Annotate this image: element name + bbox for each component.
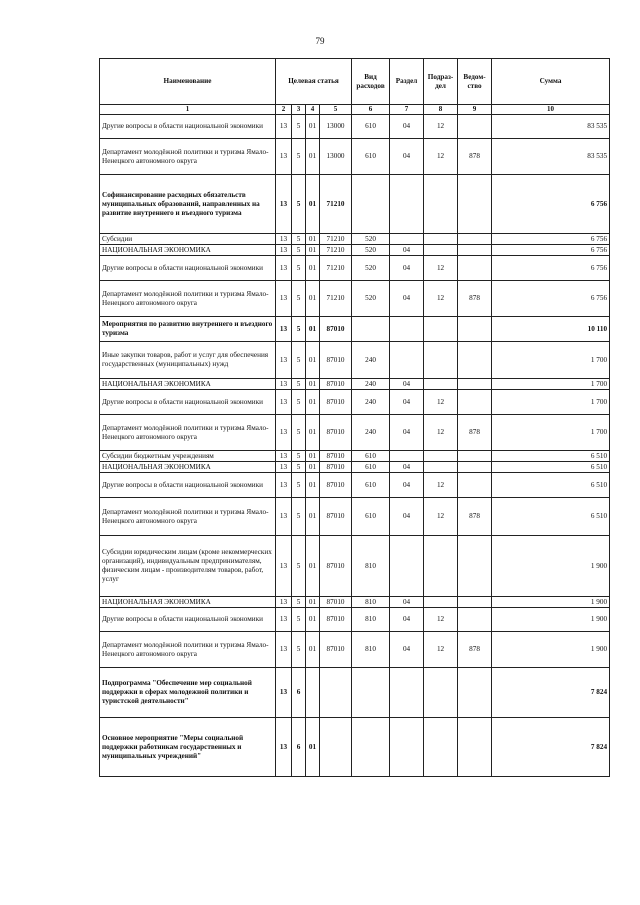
cell-target-program: 13 bbox=[276, 115, 292, 139]
cell-target-subprogram: 5 bbox=[292, 415, 306, 451]
cell-target-event: 01 bbox=[306, 139, 320, 175]
cell-target-direction: 87010 bbox=[320, 342, 352, 379]
header-razdel: Раздел bbox=[390, 59, 424, 105]
cell-target-program: 13 bbox=[276, 415, 292, 451]
cell-department bbox=[458, 234, 492, 245]
cell-target-subprogram: 5 bbox=[292, 115, 306, 139]
table-row bbox=[100, 668, 610, 718]
cell-expense-type: 810 bbox=[352, 536, 390, 597]
table-row bbox=[100, 317, 610, 342]
cell-name: Департамент молодёжной политики и туризма Ямало-Ненецкого автономного округа bbox=[100, 139, 276, 175]
cell-expense-type: 240 bbox=[352, 342, 390, 379]
cell-sum: 1 900 bbox=[492, 608, 610, 632]
cell-target-program: 13 bbox=[276, 498, 292, 536]
column-number: 10 bbox=[492, 105, 610, 115]
cell-sum: 1 700 bbox=[492, 342, 610, 379]
cell-sum: 6 756 bbox=[492, 245, 610, 256]
cell-expense-type: 520 bbox=[352, 245, 390, 256]
cell-subsection: 12 bbox=[424, 632, 458, 668]
cell-target-subprogram: 5 bbox=[292, 139, 306, 175]
cell-expense-type bbox=[352, 317, 390, 342]
cell-target-event: 01 bbox=[306, 317, 320, 342]
table-row bbox=[100, 379, 610, 390]
cell-target-direction: 87010 bbox=[320, 536, 352, 597]
cell-target-direction: 71210 bbox=[320, 281, 352, 317]
cell-expense-type: 810 bbox=[352, 632, 390, 668]
cell-target-program: 13 bbox=[276, 597, 292, 608]
cell-subsection bbox=[424, 379, 458, 390]
cell-target-event: 01 bbox=[306, 498, 320, 536]
column-number: 8 bbox=[424, 105, 458, 115]
cell-sum: 1 900 bbox=[492, 597, 610, 608]
header-podrazdel: Подраз-дел bbox=[424, 59, 458, 105]
cell-department bbox=[458, 317, 492, 342]
budget-table bbox=[99, 58, 610, 777]
column-number: 9 bbox=[458, 105, 492, 115]
cell-section bbox=[390, 536, 424, 597]
cell-sum: 6 756 bbox=[492, 281, 610, 317]
table-row bbox=[100, 451, 610, 462]
column-number: 6 bbox=[352, 105, 390, 115]
table-row bbox=[100, 462, 610, 473]
table-row bbox=[100, 608, 610, 632]
cell-target-direction: 87010 bbox=[320, 390, 352, 415]
cell-target-subprogram: 5 bbox=[292, 498, 306, 536]
cell-department bbox=[458, 668, 492, 718]
cell-expense-type: 610 bbox=[352, 462, 390, 473]
column-number: 3 bbox=[292, 105, 306, 115]
cell-target-event: 01 bbox=[306, 597, 320, 608]
cell-target-direction bbox=[320, 718, 352, 777]
cell-expense-type: 610 bbox=[352, 139, 390, 175]
cell-target-program: 13 bbox=[276, 718, 292, 777]
cell-expense-type: 240 bbox=[352, 415, 390, 451]
cell-department bbox=[458, 256, 492, 281]
cell-target-program: 13 bbox=[276, 234, 292, 245]
header-target: Целевая статья bbox=[276, 59, 352, 105]
cell-subsection bbox=[424, 175, 458, 234]
cell-target-program: 13 bbox=[276, 668, 292, 718]
cell-target-program: 13 bbox=[276, 139, 292, 175]
cell-expense-type: 610 bbox=[352, 498, 390, 536]
cell-target-event: 01 bbox=[306, 175, 320, 234]
cell-name: Департамент молодёжной политики и туризма Ямало-Ненецкого автономного округа bbox=[100, 498, 276, 536]
cell-name: Субсидии юридическим лицам (кроме некоммерческих организаций), индивидуальным предпринимателям, физическим лицам - производителям товаров, работ, услуг bbox=[100, 536, 276, 597]
cell-target-subprogram: 5 bbox=[292, 317, 306, 342]
cell-target-subprogram: 5 bbox=[292, 608, 306, 632]
cell-name: Другие вопросы в области национальной экономики bbox=[100, 256, 276, 281]
table-row bbox=[100, 415, 610, 451]
cell-department: 878 bbox=[458, 139, 492, 175]
header-vid: Вид расходов bbox=[352, 59, 390, 105]
cell-target-program: 13 bbox=[276, 281, 292, 317]
cell-department bbox=[458, 175, 492, 234]
cell-target-event: 01 bbox=[306, 115, 320, 139]
cell-target-event: 01 bbox=[306, 462, 320, 473]
cell-name: Департамент молодёжной политики и туризма Ямало-Ненецкого автономного округа bbox=[100, 632, 276, 668]
cell-target-event: 01 bbox=[306, 390, 320, 415]
cell-subsection: 12 bbox=[424, 281, 458, 317]
table-row bbox=[100, 139, 610, 175]
cell-expense-type: 610 bbox=[352, 473, 390, 498]
cell-expense-type: 810 bbox=[352, 608, 390, 632]
column-number: 5 bbox=[320, 105, 352, 115]
cell-department: 878 bbox=[458, 498, 492, 536]
cell-target-direction: 87010 bbox=[320, 473, 352, 498]
cell-target-event: 01 bbox=[306, 451, 320, 462]
cell-section: 04 bbox=[390, 597, 424, 608]
cell-target-program: 13 bbox=[276, 473, 292, 498]
cell-subsection bbox=[424, 245, 458, 256]
cell-name: Департамент молодёжной политики и туризма Ямало-Ненецкого автономного округа bbox=[100, 281, 276, 317]
column-number: 1 bbox=[100, 105, 276, 115]
cell-section bbox=[390, 451, 424, 462]
header-summa: Сумма bbox=[492, 59, 610, 105]
cell-target-event: 01 bbox=[306, 342, 320, 379]
cell-target-event: 01 bbox=[306, 281, 320, 317]
table-row bbox=[100, 390, 610, 415]
cell-sum: 1 700 bbox=[492, 415, 610, 451]
cell-target-direction: 87010 bbox=[320, 462, 352, 473]
cell-target-event: 01 bbox=[306, 473, 320, 498]
cell-department bbox=[458, 390, 492, 415]
cell-sum: 7 824 bbox=[492, 718, 610, 777]
cell-name: Другие вопросы в области национальной экономики bbox=[100, 473, 276, 498]
cell-name: Софинансирование расходных обязательств муниципальных образований, направленных на развитие внутреннего и въездного туризма bbox=[100, 175, 276, 234]
cell-expense-type bbox=[352, 175, 390, 234]
cell-section: 04 bbox=[390, 462, 424, 473]
cell-expense-type: 240 bbox=[352, 379, 390, 390]
cell-section: 04 bbox=[390, 473, 424, 498]
cell-target-direction: 87010 bbox=[320, 415, 352, 451]
cell-target-direction: 71210 bbox=[320, 175, 352, 234]
cell-subsection bbox=[424, 317, 458, 342]
cell-target-subprogram: 5 bbox=[292, 234, 306, 245]
cell-expense-type bbox=[352, 668, 390, 718]
cell-section bbox=[390, 317, 424, 342]
cell-subsection bbox=[424, 668, 458, 718]
table-row bbox=[100, 234, 610, 245]
cell-department: 878 bbox=[458, 632, 492, 668]
cell-target-direction: 87010 bbox=[320, 498, 352, 536]
cell-department bbox=[458, 608, 492, 632]
header-row bbox=[100, 59, 610, 105]
cell-section: 04 bbox=[390, 256, 424, 281]
cell-sum: 1 700 bbox=[492, 379, 610, 390]
table-body bbox=[100, 115, 610, 777]
cell-name: НАЦИОНАЛЬНАЯ ЭКОНОМИКА bbox=[100, 245, 276, 256]
cell-section: 04 bbox=[390, 608, 424, 632]
cell-target-subprogram: 5 bbox=[292, 462, 306, 473]
table-row bbox=[100, 115, 610, 139]
cell-target-subprogram: 5 bbox=[292, 390, 306, 415]
cell-target-event: 01 bbox=[306, 415, 320, 451]
cell-name: Департамент молодёжной политики и туризма Ямало-Ненецкого автономного округа bbox=[100, 415, 276, 451]
cell-section bbox=[390, 718, 424, 777]
cell-target-program: 13 bbox=[276, 256, 292, 281]
cell-target-event bbox=[306, 668, 320, 718]
cell-section: 04 bbox=[390, 139, 424, 175]
cell-subsection bbox=[424, 451, 458, 462]
cell-section bbox=[390, 668, 424, 718]
cell-target-direction: 71210 bbox=[320, 245, 352, 256]
cell-department: 878 bbox=[458, 281, 492, 317]
cell-target-direction: 87010 bbox=[320, 317, 352, 342]
table-row bbox=[100, 245, 610, 256]
cell-target-program: 13 bbox=[276, 342, 292, 379]
cell-section: 04 bbox=[390, 498, 424, 536]
cell-section: 04 bbox=[390, 390, 424, 415]
cell-section: 04 bbox=[390, 415, 424, 451]
cell-sum: 6 510 bbox=[492, 451, 610, 462]
cell-sum: 6 510 bbox=[492, 473, 610, 498]
cell-target-program: 13 bbox=[276, 390, 292, 415]
cell-sum: 1 900 bbox=[492, 632, 610, 668]
cell-target-program: 13 bbox=[276, 462, 292, 473]
header-vedomstvo: Ведом-ство bbox=[458, 59, 492, 105]
cell-target-subprogram: 5 bbox=[292, 632, 306, 668]
cell-name: Другие вопросы в области национальной экономики bbox=[100, 390, 276, 415]
cell-name: Субсидии bbox=[100, 234, 276, 245]
table-row bbox=[100, 718, 610, 777]
table-row bbox=[100, 342, 610, 379]
cell-subsection: 12 bbox=[424, 115, 458, 139]
cell-name: Субсидии бюджетным учреждениям bbox=[100, 451, 276, 462]
cell-name: НАЦИОНАЛЬНАЯ ЭКОНОМИКА bbox=[100, 379, 276, 390]
table-row bbox=[100, 256, 610, 281]
table-row bbox=[100, 281, 610, 317]
cell-target-program: 13 bbox=[276, 175, 292, 234]
cell-target-direction: 87010 bbox=[320, 608, 352, 632]
cell-department bbox=[458, 718, 492, 777]
cell-target-program: 13 bbox=[276, 379, 292, 390]
cell-department bbox=[458, 115, 492, 139]
table-row bbox=[100, 597, 610, 608]
cell-subsection: 12 bbox=[424, 256, 458, 281]
cell-target-event: 01 bbox=[306, 718, 320, 777]
cell-target-direction: 87010 bbox=[320, 451, 352, 462]
cell-target-program: 13 bbox=[276, 536, 292, 597]
cell-department bbox=[458, 342, 492, 379]
cell-department bbox=[458, 379, 492, 390]
cell-target-subprogram: 5 bbox=[292, 379, 306, 390]
cell-section: 04 bbox=[390, 245, 424, 256]
cell-subsection: 12 bbox=[424, 608, 458, 632]
cell-target-direction: 87010 bbox=[320, 632, 352, 668]
cell-target-program: 13 bbox=[276, 451, 292, 462]
header-name: Наименование bbox=[100, 59, 276, 105]
cell-target-event: 01 bbox=[306, 234, 320, 245]
cell-subsection: 12 bbox=[424, 473, 458, 498]
cell-sum: 7 824 bbox=[492, 668, 610, 718]
cell-sum: 83 535 bbox=[492, 139, 610, 175]
cell-subsection bbox=[424, 234, 458, 245]
cell-sum: 6 510 bbox=[492, 498, 610, 536]
cell-expense-type: 520 bbox=[352, 256, 390, 281]
cell-name: НАЦИОНАЛЬНАЯ ЭКОНОМИКА bbox=[100, 462, 276, 473]
cell-target-subprogram: 5 bbox=[292, 281, 306, 317]
cell-sum: 10 110 bbox=[492, 317, 610, 342]
cell-target-event: 01 bbox=[306, 245, 320, 256]
cell-target-program: 13 bbox=[276, 245, 292, 256]
cell-subsection bbox=[424, 718, 458, 777]
table-row bbox=[100, 632, 610, 668]
cell-section: 04 bbox=[390, 281, 424, 317]
cell-sum: 1 700 bbox=[492, 390, 610, 415]
cell-section: 04 bbox=[390, 115, 424, 139]
table-row bbox=[100, 175, 610, 234]
cell-section: 04 bbox=[390, 379, 424, 390]
cell-department: 878 bbox=[458, 415, 492, 451]
cell-subsection bbox=[424, 536, 458, 597]
cell-section: 04 bbox=[390, 632, 424, 668]
cell-sum: 6 756 bbox=[492, 175, 610, 234]
cell-target-subprogram: 5 bbox=[292, 473, 306, 498]
column-number: 4 bbox=[306, 105, 320, 115]
cell-expense-type: 610 bbox=[352, 115, 390, 139]
cell-target-direction: 13000 bbox=[320, 139, 352, 175]
cell-subsection bbox=[424, 462, 458, 473]
cell-department bbox=[458, 462, 492, 473]
table-row bbox=[100, 498, 610, 536]
cell-target-event: 01 bbox=[306, 536, 320, 597]
cell-target-event: 01 bbox=[306, 256, 320, 281]
cell-subsection: 12 bbox=[424, 390, 458, 415]
cell-expense-type: 240 bbox=[352, 390, 390, 415]
cell-department bbox=[458, 597, 492, 608]
cell-department bbox=[458, 473, 492, 498]
cell-expense-type: 520 bbox=[352, 281, 390, 317]
cell-target-event: 01 bbox=[306, 608, 320, 632]
cell-sum: 6 756 bbox=[492, 234, 610, 245]
cell-section bbox=[390, 342, 424, 379]
cell-target-subprogram: 5 bbox=[292, 256, 306, 281]
cell-sum: 83 535 bbox=[492, 115, 610, 139]
cell-subsection: 12 bbox=[424, 498, 458, 536]
table-row bbox=[100, 536, 610, 597]
cell-target-event: 01 bbox=[306, 632, 320, 668]
cell-name: Иные закупки товаров, работ и услуг для обеспечения государственных (муниципальных) нужд bbox=[100, 342, 276, 379]
cell-name: НАЦИОНАЛЬНАЯ ЭКОНОМИКА bbox=[100, 597, 276, 608]
cell-section bbox=[390, 175, 424, 234]
cell-target-direction bbox=[320, 668, 352, 718]
cell-name: Другие вопросы в области национальной экономики bbox=[100, 608, 276, 632]
column-number: 7 bbox=[390, 105, 424, 115]
cell-target-subprogram: 5 bbox=[292, 245, 306, 256]
cell-target-direction: 87010 bbox=[320, 379, 352, 390]
cell-expense-type: 520 bbox=[352, 234, 390, 245]
cell-name: Основное мероприятие "Меры социальной поддержки работникам государственных и муниципальных учреждений" bbox=[100, 718, 276, 777]
cell-target-program: 13 bbox=[276, 317, 292, 342]
cell-sum: 6 756 bbox=[492, 256, 610, 281]
cell-expense-type: 810 bbox=[352, 597, 390, 608]
cell-expense-type: 610 bbox=[352, 451, 390, 462]
cell-target-subprogram: 6 bbox=[292, 718, 306, 777]
cell-target-subprogram: 5 bbox=[292, 536, 306, 597]
cell-subsection: 12 bbox=[424, 139, 458, 175]
cell-target-program: 13 bbox=[276, 632, 292, 668]
cell-target-subprogram: 5 bbox=[292, 597, 306, 608]
cell-target-direction: 71210 bbox=[320, 256, 352, 281]
cell-subsection bbox=[424, 597, 458, 608]
cell-target-program: 13 bbox=[276, 608, 292, 632]
cell-target-direction: 13000 bbox=[320, 115, 352, 139]
cell-target-subprogram: 5 bbox=[292, 342, 306, 379]
cell-name: Подпрограмма "Обеспечение мер социальной поддержки в сферах молодежной политики и туристской деятельности" bbox=[100, 668, 276, 718]
cell-target-subprogram: 5 bbox=[292, 451, 306, 462]
cell-section bbox=[390, 234, 424, 245]
cell-subsection bbox=[424, 342, 458, 379]
cell-sum: 6 510 bbox=[492, 462, 610, 473]
cell-department bbox=[458, 451, 492, 462]
cell-target-direction: 87010 bbox=[320, 597, 352, 608]
cell-target-subprogram: 5 bbox=[292, 175, 306, 234]
table-row bbox=[100, 473, 610, 498]
cell-target-event: 01 bbox=[306, 379, 320, 390]
cell-sum: 1 900 bbox=[492, 536, 610, 597]
cell-target-direction: 71210 bbox=[320, 234, 352, 245]
cell-name: Другие вопросы в области национальной экономики bbox=[100, 115, 276, 139]
cell-target-subprogram: 6 bbox=[292, 668, 306, 718]
cell-name: Мероприятия по развитию внутреннего и въездного туризма bbox=[100, 317, 276, 342]
page-number: 79 bbox=[315, 36, 325, 46]
cell-subsection: 12 bbox=[424, 415, 458, 451]
column-number: 2 bbox=[276, 105, 292, 115]
cell-department bbox=[458, 536, 492, 597]
cell-expense-type bbox=[352, 718, 390, 777]
column-number-row bbox=[100, 105, 610, 115]
cell-department bbox=[458, 245, 492, 256]
